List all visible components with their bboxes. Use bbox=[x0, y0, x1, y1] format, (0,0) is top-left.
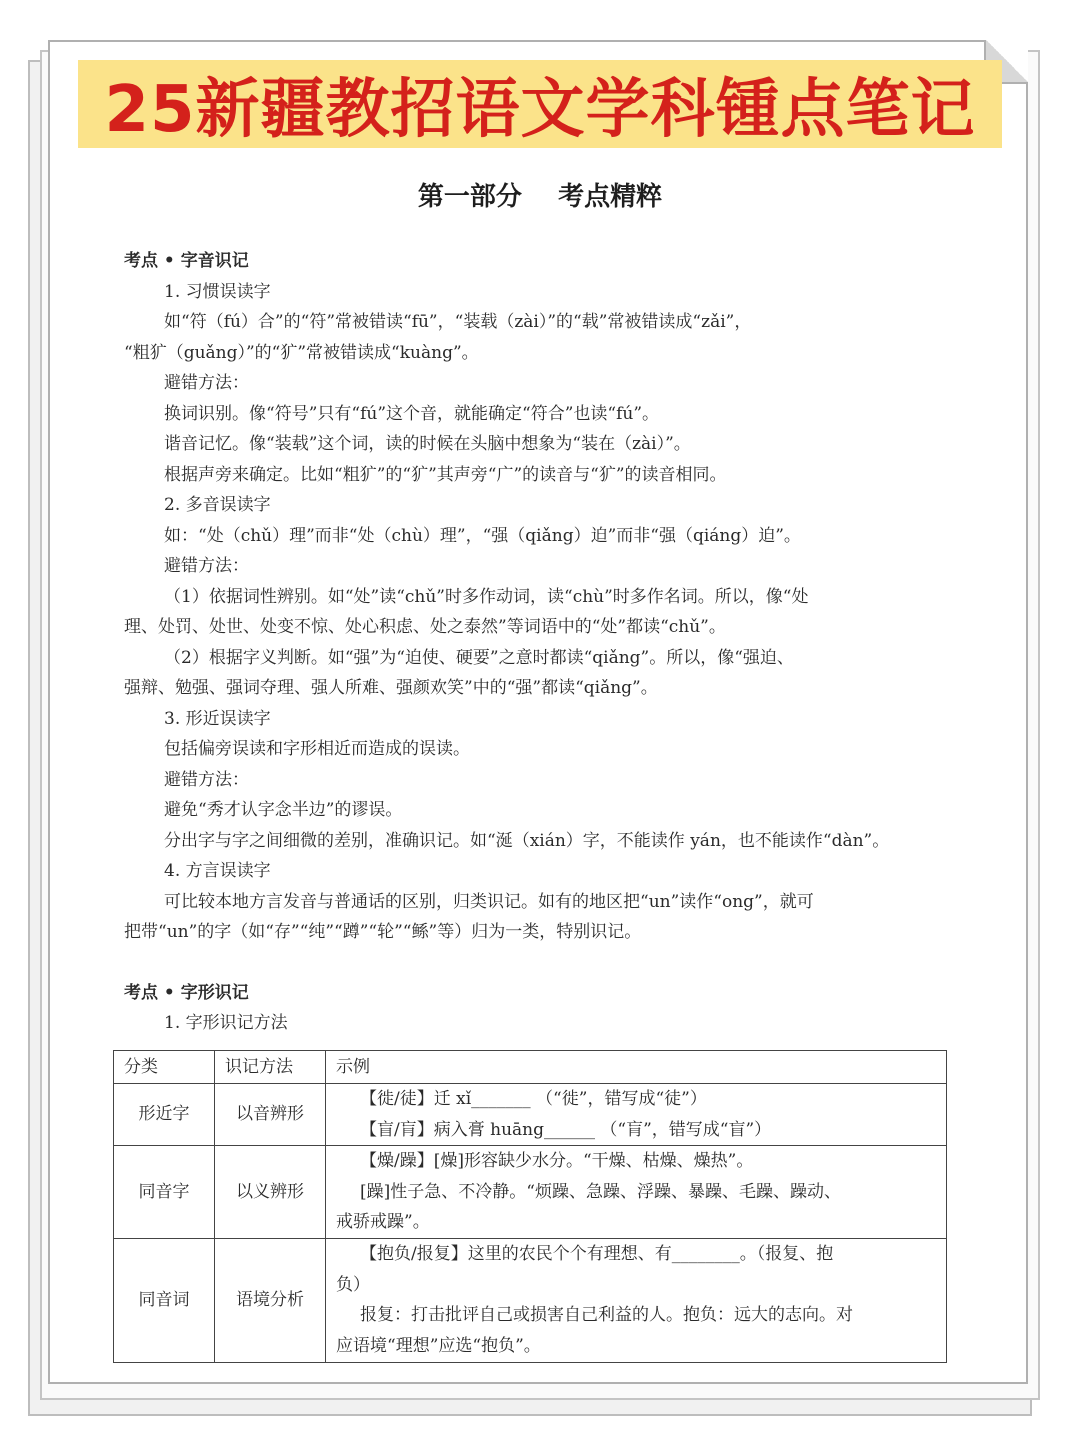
example-line: 应语境“理想”应选“抱负”。 bbox=[336, 1335, 541, 1356]
paragraph: 包括偏旁误读和字形相近而造成的误读。 bbox=[164, 739, 470, 759]
paragraph: 避免“秀才认字念半边”的谬误。 bbox=[164, 800, 403, 820]
paragraph: “粗犷（guǎng）”的“犷”常被错读成“kuàng”。 bbox=[124, 342, 479, 363]
example-line: 【徙/徒】迁 xǐ_______ （“徙”，错写成“徒”） bbox=[360, 1089, 707, 1109]
part-title: 第一部分 考点精粹 bbox=[417, 182, 663, 212]
table-row bbox=[114, 1146, 947, 1239]
section-heading-glyph: 考点 • 字形识记 bbox=[124, 982, 249, 1003]
paragraph: 避错方法： bbox=[164, 373, 249, 393]
table-row bbox=[114, 1238, 947, 1362]
cell-method: 以义辨形 bbox=[215, 1146, 326, 1239]
paragraph: 谐音记忆。像“装载”这个词，读的时候在头脑中想象为“装在（zài）”。 bbox=[164, 434, 691, 454]
example-line: [躁]性子急、不冷静。“烦躁、急躁、浮躁、暴躁、毛躁、躁动、 bbox=[360, 1181, 841, 1202]
document-body bbox=[124, 246, 948, 1039]
paragraph: 理、处罚、处世、处变不惊、处心积虑、处之泰然”等词语中的“处”都读“chǔ”。 bbox=[124, 617, 726, 637]
paragraph: 如：“处（chǔ）理”而非“处（chù）理”，“强（qiǎng）迫”而非“强（qiáng）迫”。 bbox=[164, 525, 801, 546]
header-example: 示例 bbox=[326, 1051, 947, 1084]
paragraph: 根据声旁来确定。比如“粗犷”的“犷”其声旁“广”的读音与“犷”的读音相同。 bbox=[164, 464, 727, 485]
cell-examples bbox=[326, 1146, 947, 1239]
paragraph: 如“符（fú）合”的“符”常被错读“fū”，“装载（zài）”的“载”常被错读成“zǎi”， bbox=[164, 312, 752, 332]
example-line: 负） bbox=[336, 1274, 370, 1295]
section-heading-pronunciation: 考点 • 字音识记 bbox=[124, 251, 249, 271]
table-header-row bbox=[114, 1051, 947, 1084]
cell-method: 以音辨形 bbox=[215, 1084, 326, 1146]
cell-category: 同音字 bbox=[114, 1146, 215, 1239]
example-line: 【盲/肓】病入膏 huāng______ （“肓”，错写成“盲”） bbox=[360, 1119, 772, 1140]
table-row bbox=[114, 1084, 947, 1146]
paragraph: 3. 形近误读字 bbox=[164, 708, 271, 729]
cell-examples bbox=[326, 1238, 947, 1362]
example-line: 报复：打击批评自己或损害自己利益的人。抱负：远大的志向。对 bbox=[360, 1305, 853, 1325]
paragraph: 1. 习惯误读字 bbox=[164, 281, 271, 302]
paragraph: 分出字与字之间细微的差别，准确识记。如“涎（xián）字，不能读作 yán，也不能读作“dàn”。 bbox=[164, 830, 890, 851]
paragraph: （1）依据词性辨别。如“处”读“chǔ”时多作动词，读“chù”时多作名词。所以，像“处 bbox=[164, 586, 809, 607]
paragraph: 可比较本地方言发音与普通话的区别，归类识记。如有的地区把“un”读作“ong”，就可 bbox=[164, 891, 814, 912]
paragraph: （2）根据字义判断。如“强”为“迫使、硬要”之意时都读“qiǎng”。所以，像“强迫、 bbox=[164, 647, 794, 668]
cell-category: 同音词 bbox=[114, 1238, 215, 1362]
paragraph: 4. 方言误读字 bbox=[164, 861, 271, 881]
table-caption: 1. 字形识记方法 bbox=[164, 1013, 288, 1033]
paragraph: 把带“un”的字（如“存”“纯”“蹲”“轮”“鲧”等）归为一类，特别识记。 bbox=[124, 922, 642, 942]
cell-category: 形近字 bbox=[114, 1084, 215, 1146]
cell-examples bbox=[326, 1084, 947, 1146]
glyph-method-table bbox=[113, 1050, 947, 1363]
paragraph: 强辩、勉强、强词夺理、强人所难、强颜欢笑”中的“强”都读“qiǎng”。 bbox=[124, 678, 658, 698]
paragraph: 2. 多音误读字 bbox=[164, 495, 271, 515]
example-line: 戒骄戒躁”。 bbox=[336, 1212, 430, 1232]
banner-title: 25新疆教招语文学科锺点笔记 bbox=[104, 73, 976, 147]
example-line: 【燥/躁】[燥]形容缺少水分。“干燥、枯燥、燥热”。 bbox=[360, 1151, 754, 1171]
header-method: 识记方法 bbox=[215, 1051, 326, 1084]
cell-method: 语境分析 bbox=[215, 1238, 326, 1362]
paragraph: 避错方法： bbox=[164, 556, 249, 576]
example-line: 【抱负/报复】这里的农民个个有理想、有________。（报复、抱 bbox=[360, 1244, 834, 1264]
paragraph: 避错方法： bbox=[164, 769, 249, 790]
title-banner bbox=[78, 60, 1002, 148]
paragraph: 换词识别。像“符号”只有“fú”这个音，就能确定“符合”也读“fú”。 bbox=[164, 403, 660, 424]
header-category: 分类 bbox=[114, 1051, 215, 1084]
